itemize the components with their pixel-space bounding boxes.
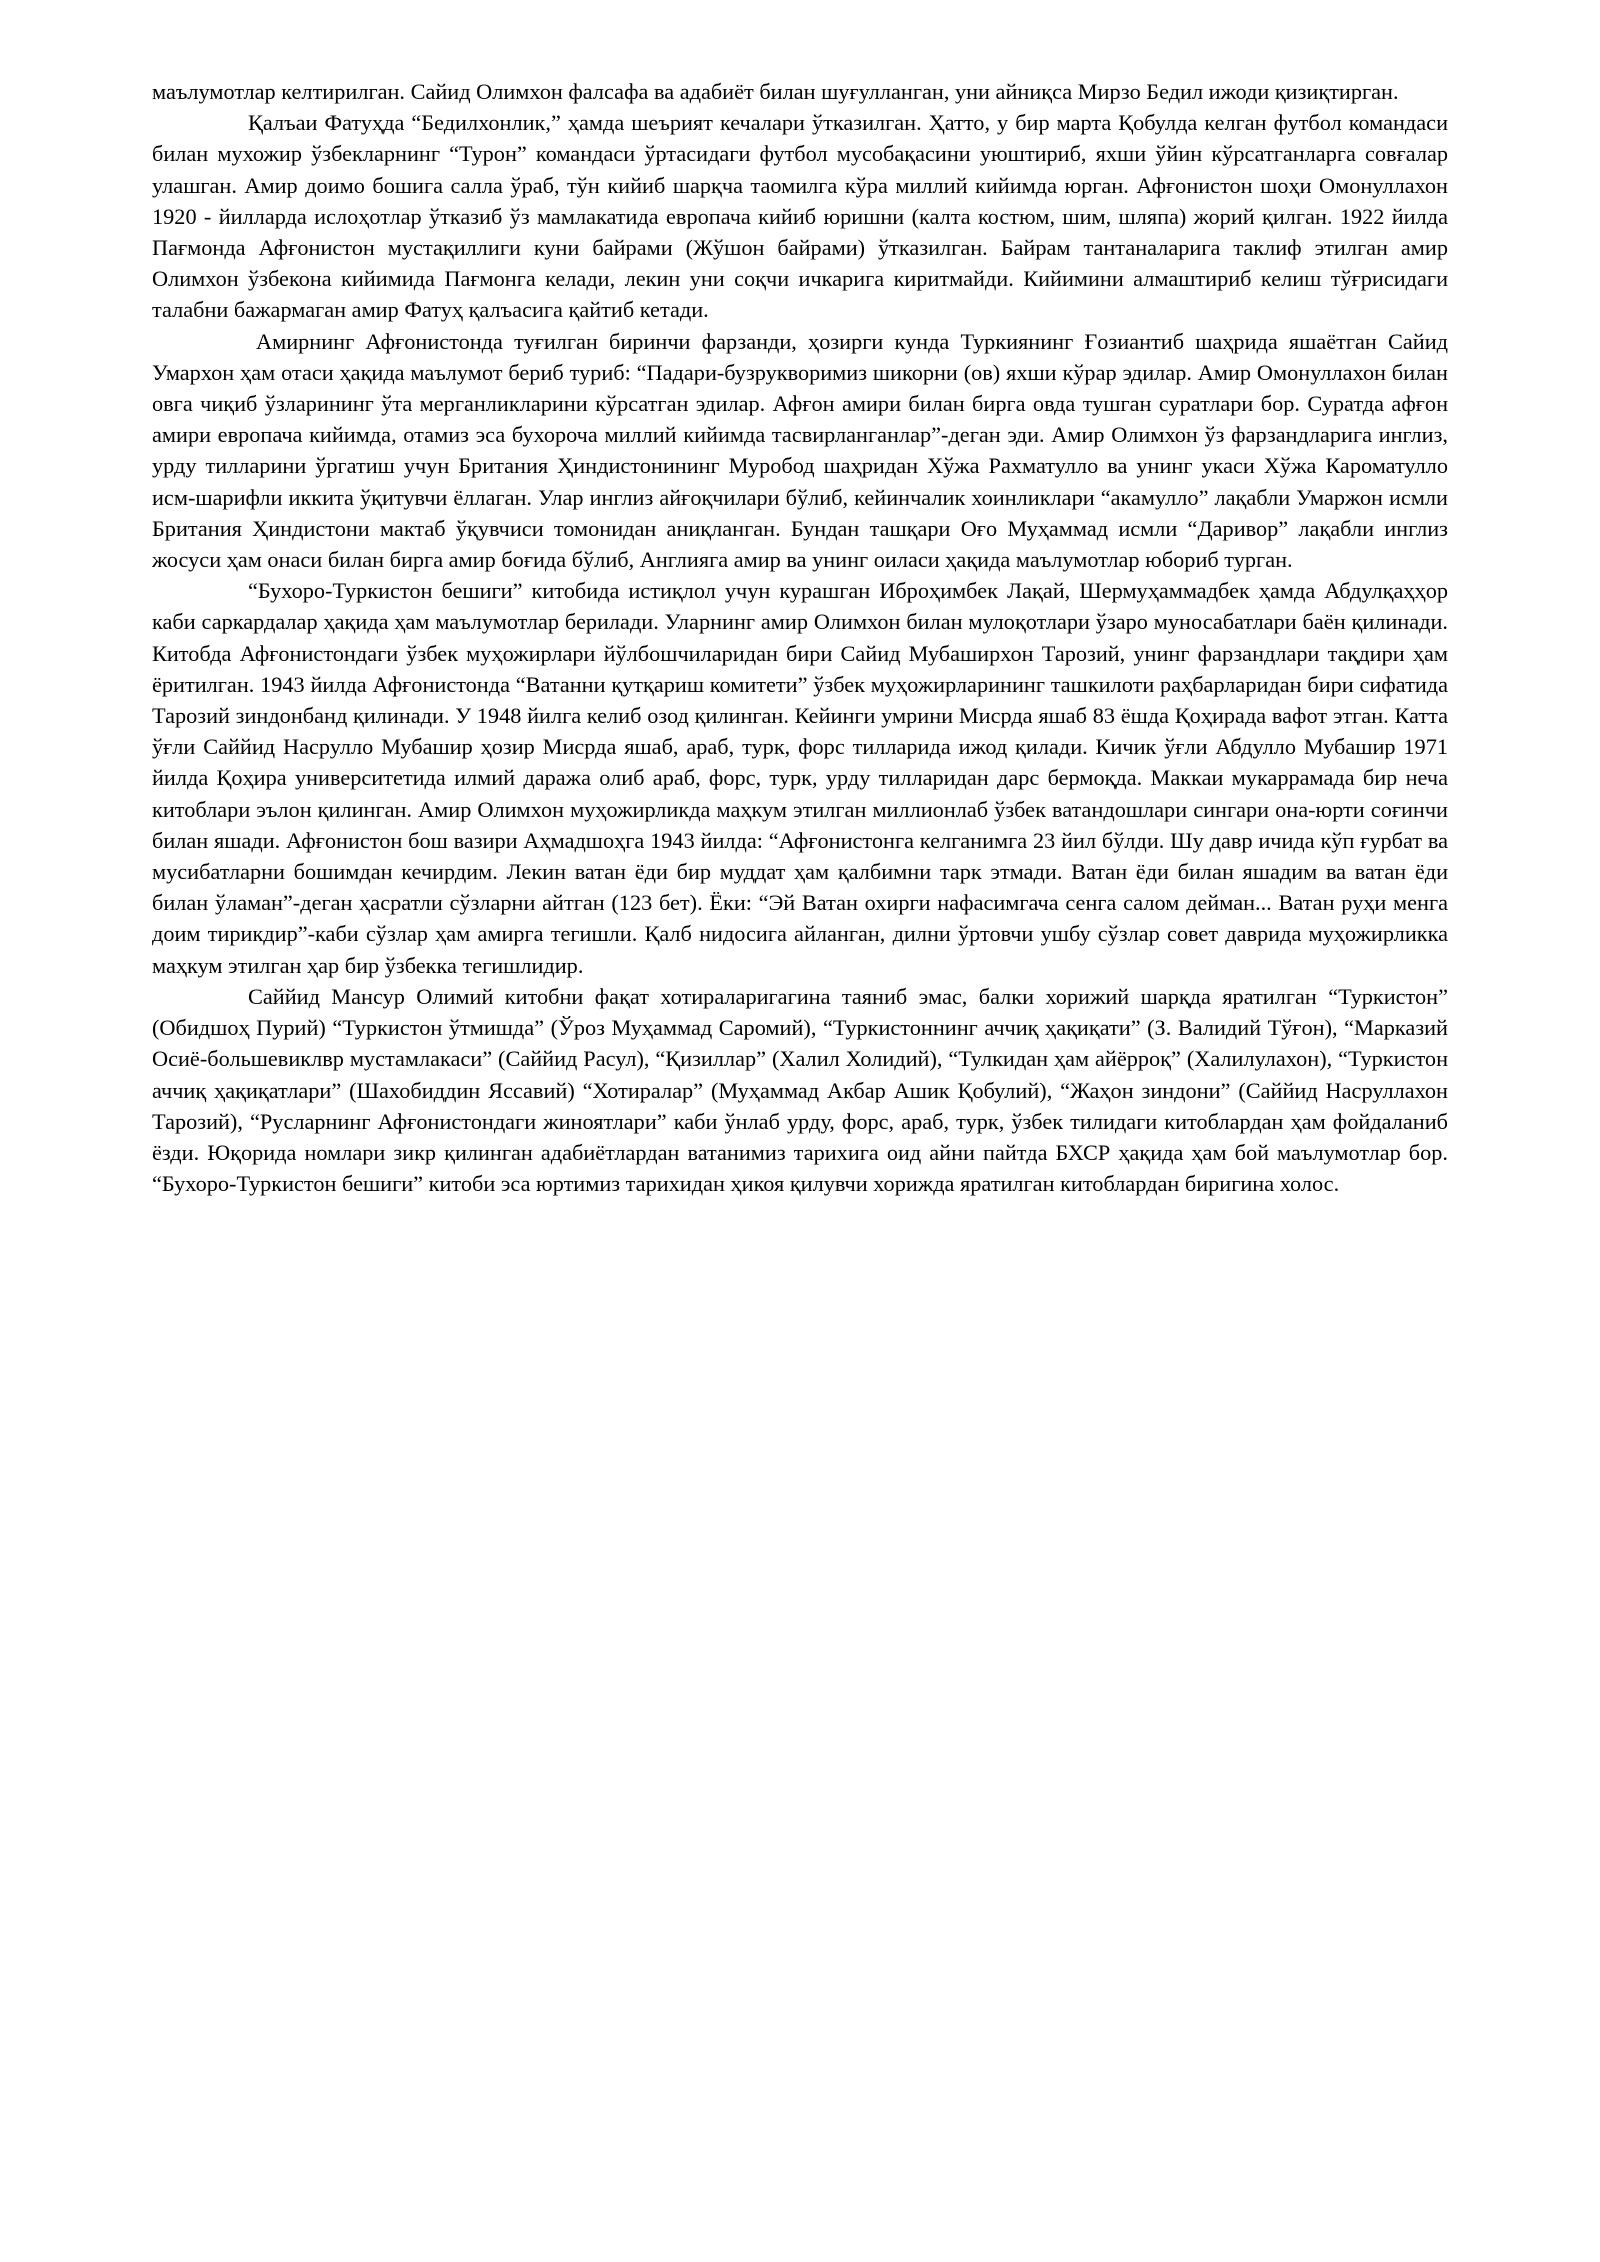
document-page — [152, 76, 1448, 1199]
paragraph-sources: Саййид Мансур Олимий китобни фақат хотираларигагина таяниб эмас, балки хорижий шарқда яратилган “Туркистон” (Обидшоҳ Пурий) “Туркистон ўтмишда” (Ўроз Муҳаммад Саромий), “Туркистоннинг аччиқ ҳақиқати” (З. Валидий Тўғон), “Марказий Осиё-большевиклвр мустамлакаси” (Саййид Расул), “Қизиллар” (Халил Холидий), “Тулкидан ҳам айёрроқ” (Халилулахон), “Туркистон аччиқ ҳақиқатлари” (Шахобиддин Яссавий) “Хотиралар” (Муҳаммад Акбар Ашик Қобулий), “Жаҳон зиндони” (Саййид Насруллахон Тарозий), “Русларнинг Афғонистондаги жиноятлари” каби ўнлаб урду, форс, араб, турк, ўзбек тилидаги китоблардан ҳам фойдаланиб ёзди. Юқорида номлари зикр қилинган адабиётлардан ватанимиз тарихига оид айни пайтда БХСР ҳақида ҳам бой маълумотлар бор. “Бухоро-Туркистон бешиги” китоби эса юртимиз тарихидан ҳикоя қилувчи хорижда яратилган китоблардан биригина холос. — [152, 983, 1448, 1197]
paragraph-sayid-umarkhon: Амирнинг Афғонистонда туғилган биринчи фарзанди, ҳозирги кунда Туркиянинг Ғозиантиб шаҳрида яшаётган Сайид Умархон ҳам отаси ҳақида маълумот бериб туриб: “Падари-бузрукворимиз шикорни (ов) яхши кўрар эдилар. Амир Омонуллахон билан овга чиқиб ўзларининг ўта мерганликларини кўрсатган эдилар. Афғон амири билан бирга овда тушган суратлари бор. Суратда афғон амири европача кийимда, отамиз эса бухороча миллий кийимда тасвирланганлар”-деган эди. Амир Олимхон ўз фарзандларига инглиз, урду тилларини ўргатиш учун Британия Ҳиндистонининг Муробод шаҳридан Хўжа Рахматулло ва унинг укаси Хўжа Кароматулло исм-шарифли иккита ўқитувчи ёллаган. Улар инглиз айғоқчилари бўлиб, кейинчалик хоинликлари “акамулло” лақабли Умаржон исмли Британия Ҳиндистони мактаб ўқувчиси томонидан аниқланган. Бундан ташқари Оғо Муҳаммад исмли “Даривор” лақабли инглиз жосуси ҳам онаси билан бирга амир боғида бўлиб, Англияга амир ва унинг оиласи ҳақида маълумотлар юбориб турган. — [152, 328, 1448, 573]
paragraph-continuation: маълумотлар келтирилган. Сайид Олимхон фалсафа ва адабиёт билан шуғулланган, уни айниқса Мирзо Бедил ижоди қизиқтирган. — [152, 79, 1399, 104]
paragraph-bedilkhonlik: Қалъаи Фатуҳда “Бедилхонлик,” ҳамда шеърият кечалари ўтказилган. Ҳатто, у бир марта Қобулда келган футбол командаси билан мухожир ўзбекларнинг “Турон” командаси ўртасидаги футбол мусобақасини уюштириб, яхши ўйин кўрсатганларга совғалар улашган. Амир доимо бошига салла ўраб, тўн кийиб шарқча таомилга кўра миллий кийимда юрган. Афғонистон шоҳи Омонуллахон 1920 - йилларда ислоҳотлар ўтказиб ўз мамлакатида европача кийиб юришни (калта костюм, шим, шляпа) жорий қилган. 1922 йилда Пағмонда Афғонистон мустақиллиги куни байрами (Жўшон байрами) ўтказилган. Байрам тантаналарига таклиф этилган амир Олимхон ўзбекона кийимида Пағмонга келади, лекин уни соқчи ичкарига киритмайди. Кийимини алмаштириб келиш тўғрисидаги талабни бажармаган амир Фатуҳ қалъасига қайтиб кетади. — [152, 110, 1448, 323]
paragraph-bukhara-turkistan-cradle: “Бухоро-Туркистон бешиги” китобида истиқлол учун курашган Иброҳимбек Лақай, Шермуҳаммадбек ҳамда Абдулқаҳҳор каби саркардалар ҳақида ҳам маълумотлар берилади. Уларнинг амир Олимхон билан мулоқотлари ўзаро муносабатлари баён қилинади. Китобда Афғонистондаги ўзбек муҳожирлари йўлбошчиларидан бири Сайид Мубаширхон Тарозий, унинг фарзандлари тақдири ҳам ёритилган. 1943 йилда Афғонистонда “Ватанни қутқариш комитети” ўзбек муҳожирларининг ташкилоти раҳбарларидан бири сифатида Тарозий зиндонбанд қилинади. У 1948 йилга келиб озод қилинган. Кейинги умрини Мисрда яшаб 83 ёшда Қоҳирада вафот этган. Катта ўғли Саййид Насрулло Мубашир ҳозир Мисрда яшаб, араб, турк, форс тилларида ижод қилади. Кичик ўғли Абдулло Мубашир 1971 йилда Қоҳира университетида илмий даража олиб араб, форс, турк, урду тилларидан дарс бермоқда. Маккаи мукаррамада бир неча китоблари эълон қилинган. Амир Олимхон муҳожирликда маҳкум этилган миллионлаб ўзбек ватандошлари сингари она-юрти соғинчи билан яшади. Афғонистон бош вазири Аҳмадшоҳга 1943 йилда: “Афғонистонга келганимга 23 йил бўлди. Шу давр ичида кўп ғурбат ва мусибатларни бошимдан кечирдим. Лекин ватан ёди бир муддат ҳам қалбимни тарк этмади. Ватан ёди билан яшадим ва ватан ёди билан ўламан”-деган ҳасратли сўзларни айтган (123 бет). Ёки: “Эй Ватан охирги нафасимгача сенга салом дейман... Ватан руҳи менга доим тирикдир”-каби сўзлар ҳам амирга тегишли. Қалб нидосига айланган, дилни ўртовчи ушбу сўзлар совет даврида муҳожирликка маҳкум этилган ҳар бир ўзбекка тегишлидир. — [152, 578, 1448, 978]
